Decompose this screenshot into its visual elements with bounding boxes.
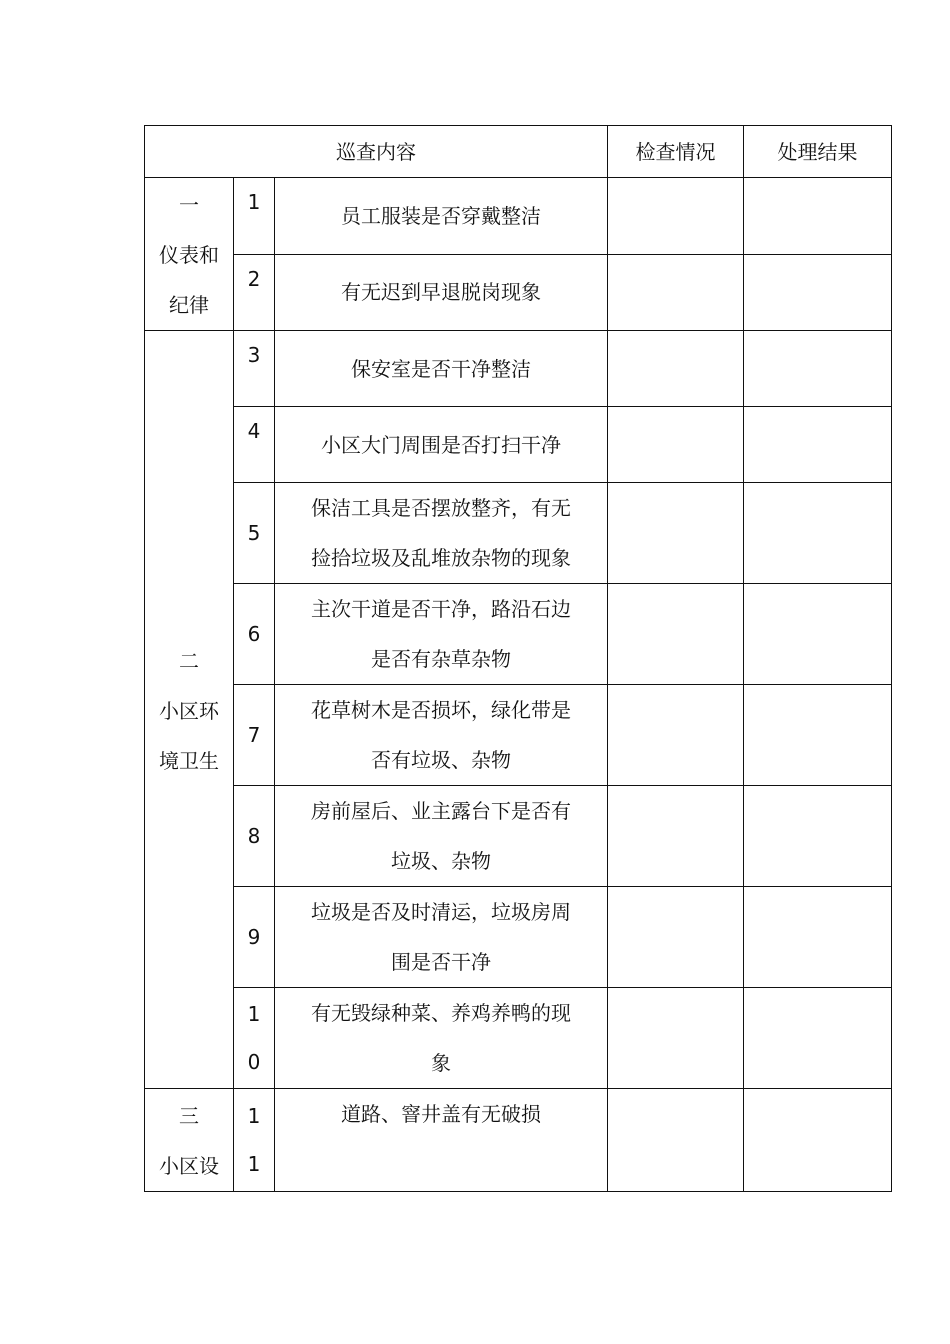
- check-cell[interactable]: [608, 786, 744, 887]
- check-cell[interactable]: [608, 483, 744, 584]
- item-text: 垃圾是否及时清运，垃圾房周 围是否干净: [275, 887, 608, 988]
- table-row: [145, 685, 892, 786]
- check-cell[interactable]: [608, 685, 744, 786]
- table-row: [145, 887, 892, 988]
- check-cell[interactable]: [608, 407, 744, 483]
- result-cell[interactable]: [744, 685, 892, 786]
- result-cell[interactable]: [744, 331, 892, 407]
- header-content: 巡查内容: [145, 126, 608, 178]
- category-cell: 三 小区设: [145, 1089, 234, 1192]
- check-cell[interactable]: [608, 584, 744, 685]
- check-cell[interactable]: [608, 254, 744, 331]
- item-text: 员工服装是否穿戴整洁: [275, 178, 608, 255]
- table-row: [145, 988, 892, 1089]
- row-number: 1 0: [234, 988, 275, 1089]
- result-cell[interactable]: [744, 887, 892, 988]
- row-number: 3: [234, 331, 275, 407]
- item-text: 有无毁绿种菜、养鸡养鸭的现 象: [275, 988, 608, 1089]
- table-row: [145, 786, 892, 887]
- category-cell: 一 仪表和 纪律: [145, 178, 234, 331]
- table-row: [145, 254, 892, 331]
- table-row: [145, 407, 892, 483]
- header-result: 处理结果: [744, 126, 892, 178]
- header-check: 检查情况: [608, 126, 744, 178]
- check-cell[interactable]: [608, 887, 744, 988]
- row-number: 6: [234, 584, 275, 685]
- check-cell[interactable]: [608, 1089, 744, 1192]
- row-number: 7: [234, 685, 275, 786]
- inspection-table: [144, 125, 892, 1192]
- row-number: 1: [234, 178, 275, 255]
- item-text: 保洁工具是否摆放整齐，有无 捡拾垃圾及乱堆放杂物的现象: [275, 483, 608, 584]
- row-number: 9: [234, 887, 275, 988]
- result-cell[interactable]: [744, 254, 892, 331]
- item-text: 保安室是否干净整洁: [275, 331, 608, 407]
- table-row: [145, 1089, 892, 1192]
- row-number: 5: [234, 483, 275, 584]
- result-cell[interactable]: [744, 988, 892, 1089]
- result-cell[interactable]: [744, 407, 892, 483]
- header-row: [145, 126, 892, 178]
- check-cell[interactable]: [608, 331, 744, 407]
- item-text: 有无迟到早退脱岗现象: [275, 254, 608, 331]
- table-row: [145, 178, 892, 255]
- result-cell[interactable]: [744, 786, 892, 887]
- row-number: 4: [234, 407, 275, 483]
- row-number: 8: [234, 786, 275, 887]
- result-cell[interactable]: [744, 1089, 892, 1192]
- item-text: 道路、窨井盖有无破损: [275, 1089, 608, 1192]
- item-text: 房前屋后、业主露台下是否有 垃圾、杂物: [275, 786, 608, 887]
- item-text: 主次干道是否干净，路沿石边 是否有杂草杂物: [275, 584, 608, 685]
- item-text: 花草树木是否损坏，绿化带是 否有垃圾、杂物: [275, 685, 608, 786]
- result-cell[interactable]: [744, 178, 892, 255]
- table-row: [145, 584, 892, 685]
- check-cell[interactable]: [608, 178, 744, 255]
- category-cell: 二 小区环 境卫生: [145, 331, 234, 1089]
- row-number: 2: [234, 254, 275, 331]
- check-cell[interactable]: [608, 988, 744, 1089]
- result-cell[interactable]: [744, 584, 892, 685]
- item-text: 小区大门周围是否打扫干净: [275, 407, 608, 483]
- table-row: [145, 331, 892, 407]
- table-row: [145, 483, 892, 584]
- result-cell[interactable]: [744, 483, 892, 584]
- row-number: 1 1: [234, 1089, 275, 1192]
